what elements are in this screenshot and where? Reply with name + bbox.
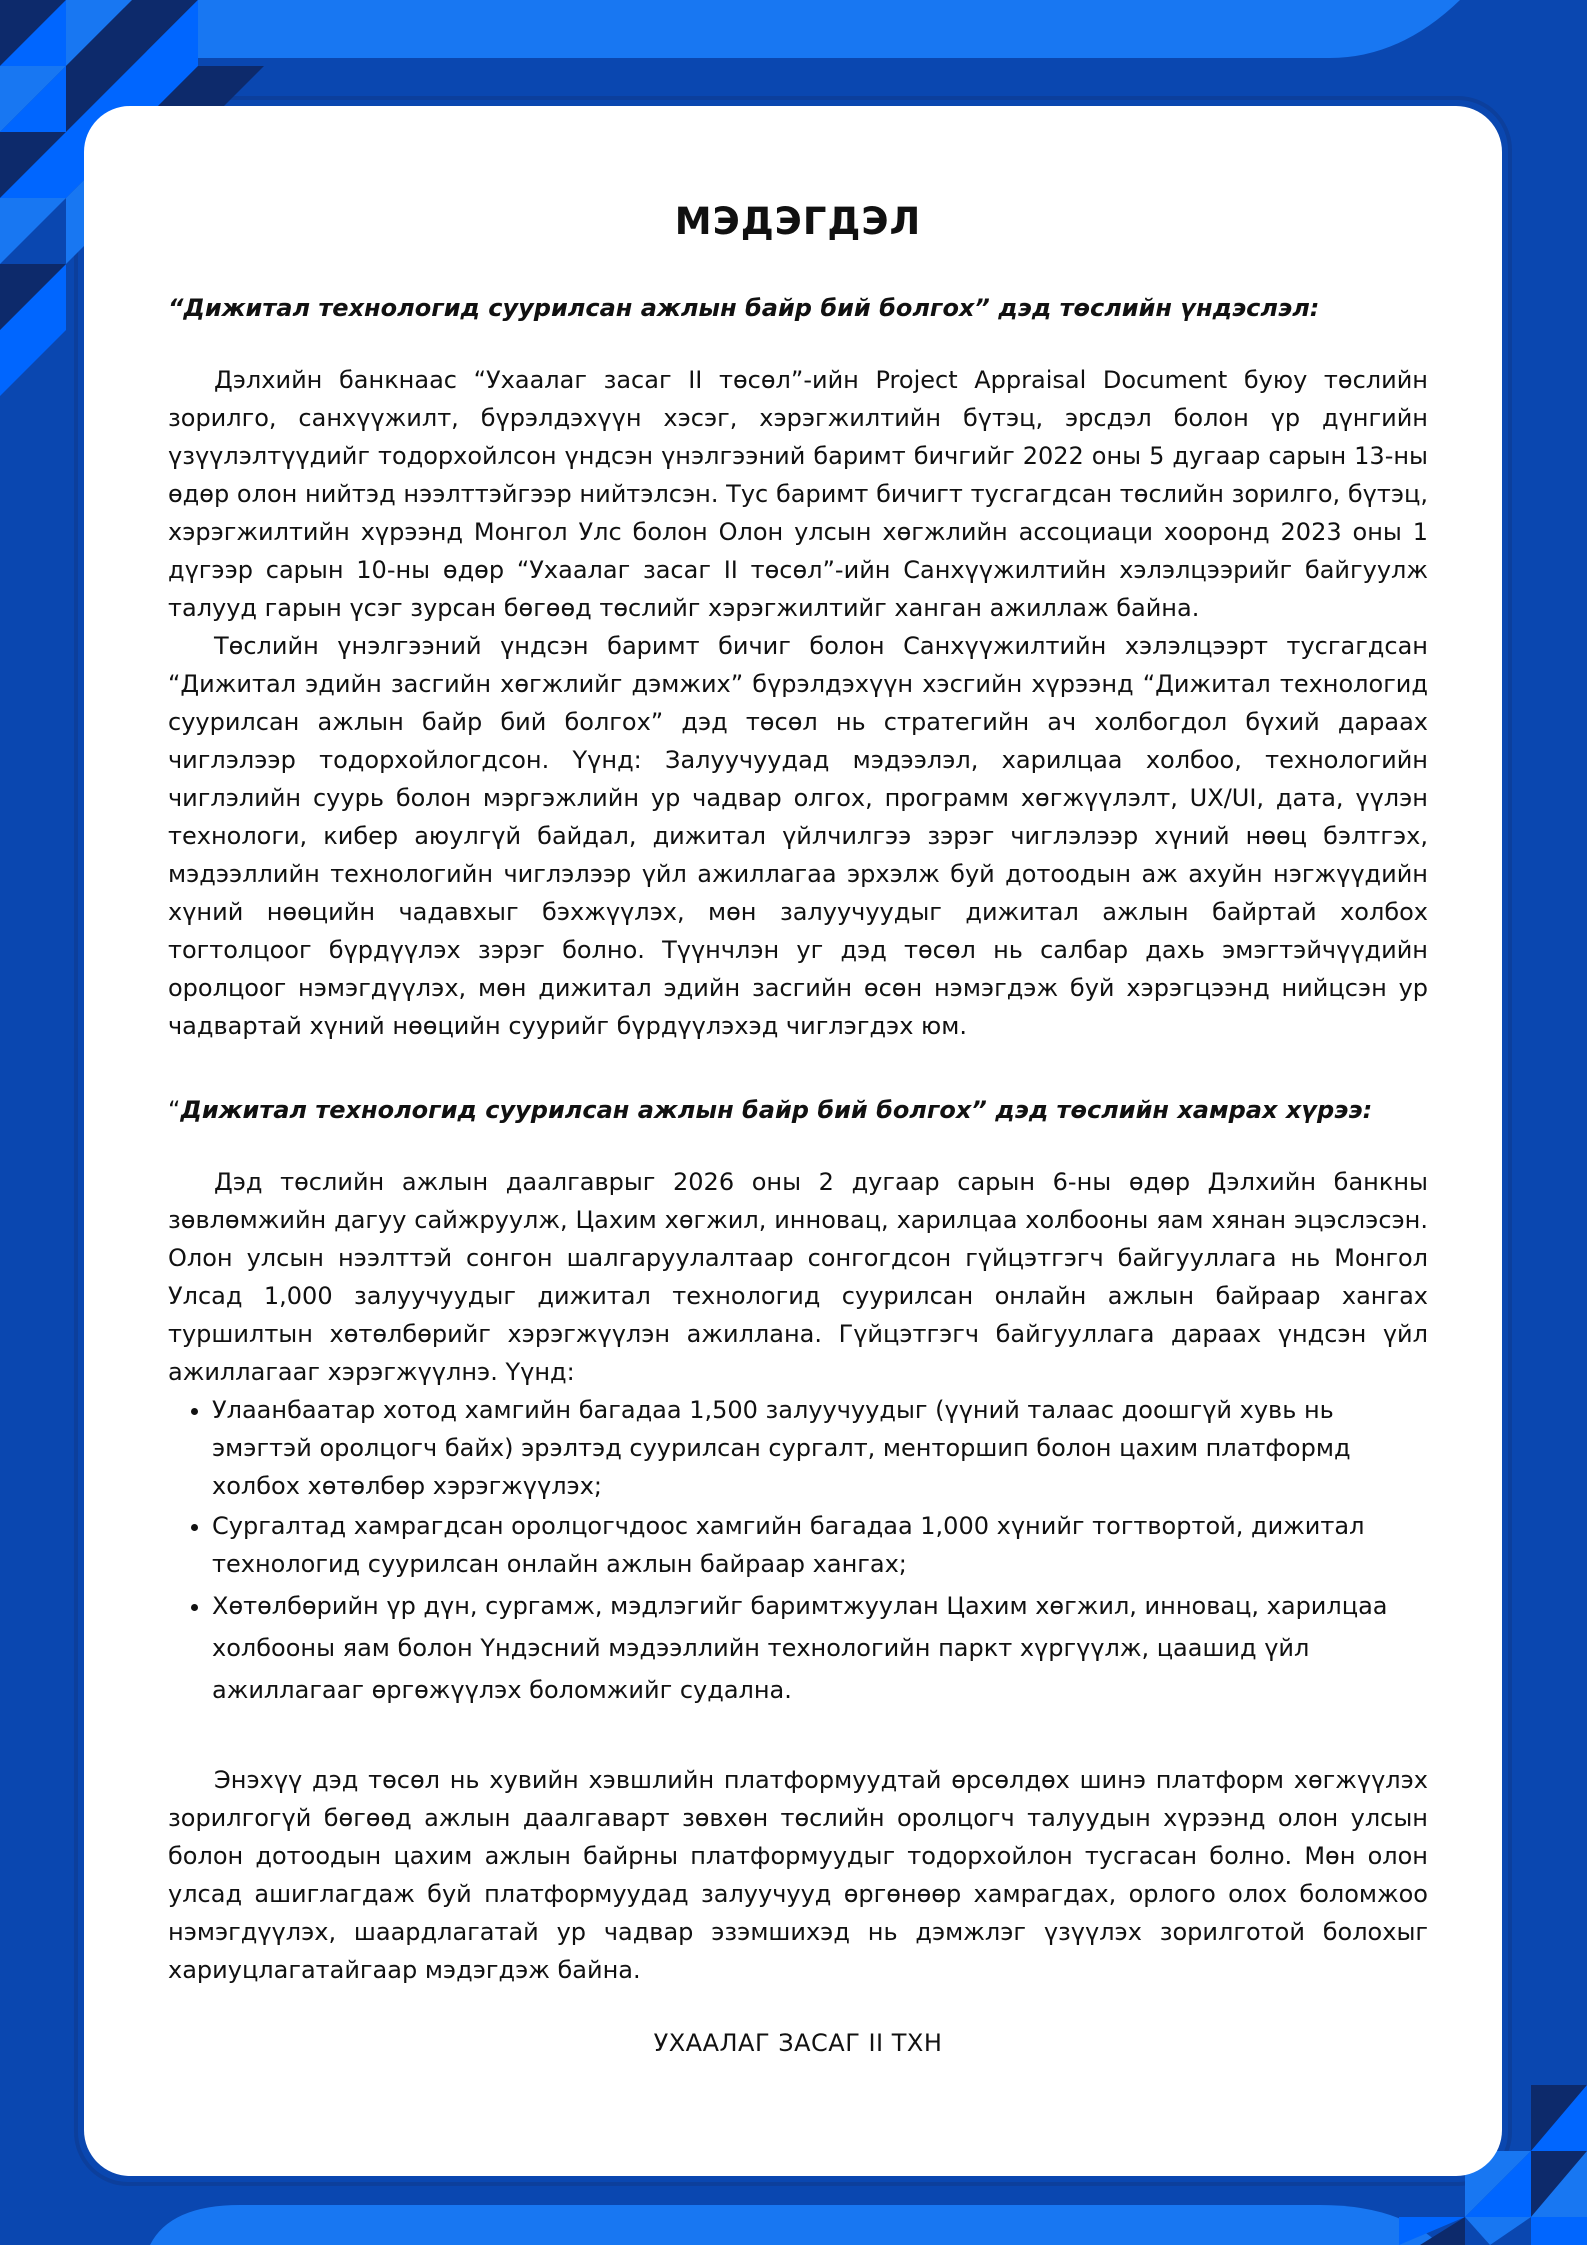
- paragraph: Дэд төслийн ажлын даалгаврыг 2026 оны 2 дугаар сарын 6-ны өдөр Дэлхийн банкны зөвлөмжийн дагуу сайжруулж, Цахим хөгжил, инновац, харилцаа холбооны яам хянан эцэслэсэн. Олон улсын нээлттэй сонгон шалгаруулалтаар сонгогдсон гүйцэтгэгч байгууллага нь Монгол Улсад 1,000 залуучуудыг дижитал технологид суурилсан онлайн ажлын байраар хангах туршилтын хөтөлбөрийг хэрэгжүүлэн ажиллана. Гүйцэтгэгч байгууллага дараах үндсэн үйл ажиллагааг хэрэгжүүлнэ. Үүнд:: [168, 1168, 1428, 1386]
- heading-text: Дижитал технологид суурилсан ажлын байр бий болгох” дэд төслийн хамрах хүрээ:: [180, 1096, 1373, 1124]
- bottom-light-band: [150, 2205, 1440, 2245]
- top-light-band: [120, 0, 1460, 58]
- document-title: МЭДЭГДЭЛ: [674, 200, 922, 243]
- section-heading-scope: [168, 1093, 1428, 1127]
- paragraph: Дэлхийн банкнаас “Ухаалаг засаг II төсөл”-ийн Project Appraisal Document буюу төслийн зорилго, санхүүжилт, бүрэлдэхүүн хэсэг, хэрэгжилтийн бүтэц, эрсдэл болон үр дүнгийн үзүүлэлтүүдийг тодорхойлсон үндсэн үнэлгээний баримт бичгийг 2022 оны 5 дугаар сарын 13-ны өдөр олон нийтэд нээлттэйгээр нийтэлсэн. Тус баримт бичигт тусгагдсан төслийн зорилго, бүтэц, хэрэгжилтийн хүрээнд Монгол Улс болон Олон улсын хөгжлийн ассоциаци хооронд 2023 оны 1 дүгээр сарын 10-ны өдөр “Ухаалаг засаг II төсөл”-ийн Санхүүжилтийн хэлэлцээрийг байгуулж талууд гарын үсэг зурсан бөгөөд төслийг хэрэгжилтийг ханган ажиллаж байна.: [168, 366, 1428, 622]
- signature: УХААЛАГ ЗАСАГ II ТХН: [653, 2029, 943, 2057]
- list-item: • Хөтөлбөрийн үр дүн, сургамж, мэдлэгийг баримтжуулан Цахим хөгжил, инновац, харилцаа холбооны яам болон Үндэсний мэдээллийн технологийн паркт хүргүүлж, цаашид үйл ажиллагааг өргөжүүлэх боломжийг судална.: [212, 1585, 1428, 1711]
- heading-quote-mark: “: [168, 1096, 181, 1124]
- list-item: • Сургалтад хамрагдсан оролцогчдоос хамгийн багадаа 1,000 хүнийг тогтвортой, дижитал технологид суурилсан онлайн ажлын байраар хангах;: [212, 1507, 1428, 1583]
- section-heading-rationale: “Дижитал технологид суурилсан ажлын байр бий болгох” дэд төслийн үндэслэл:: [168, 294, 1320, 322]
- list-item: • Улаанбаатар хотод хамгийн багадаа 1,500 залуучуудыг (үүний талаас доошгүй хувь нь эмэгтэй оролцогч байх) эрэлтэд суурилсан сургалт, менторшип болон цахим платформд холбох хөтөлбөр хэрэгжүүлэх;: [212, 1391, 1428, 1505]
- document-content: [168, 200, 1428, 2057]
- activity-list: [168, 1391, 1428, 1711]
- paragraph: Төслийн үнэлгээний үндсэн баримт бичиг болон Санхүүжилтийн хэлэлцээрт тусгагдсан “Дижитал эдийн засгийн хөгжлийг дэмжих” бүрэлдэхүүн хэсгийн хүрээнд “Дижитал технологид суурилсан ажлын байр бий болгох” дэд төсөл нь стратегийн ач холбогдол бүхий дараах чиглэлээр тодорхойлогдсон. Үүнд: Залуучуудад мэдээлэл, харилцаа холбоо, технологийн чиглэлийн суурь болон мэргэжлийн ур чадвар олгох, программ хөгжүүлэлт, UX/UI, дата, үүлэн технологи, кибер аюулгүй байдал, дижитал үйлчилгээ зэрэг чиглэлээр хүний нөөц бэлтгэх, мэдээллийн технологийн чиглэлээр үйл ажиллагаа эрхэлж буй дотоодын аж ахуйн нэгжүүдийн хүний нөөцийн чадавхыг бэхжүүлэх, мөн залуучуудыг дижитал ажлын байртай холбох тогтолцоог бүрдүүлэх зэрэг болно. Түүнчлэн уг дэд төсөл нь салбар дахь эмэгтэйчүүдийн оролцоог нэмэгдүүлэх, мөн дижитал эдийн засгийн өсөн нэмэгдэж буй хэрэгцээнд нийцсэн ур чадвартай хүний нөөцийн суурийг бүрдүүлэхэд чиглэгдэх юм.: [168, 632, 1428, 1040]
- paragraph: Энэхүү дэд төсөл нь хувийн хэвшлийн платформуудтай өрсөлдөх шинэ платформ хөгжүүлэх зорилгогүй бөгөөд ажлын даалгаварт зөвхөн төслийн оролцогч талуудын хүрээнд олон улсын болон дотоодын цахим ажлын байрны платформуудыг тодорхойлон тусгасан болно. Мөн олон улсад ашиглагдаж буй платформуудад залуучууд өргөнөөр хамрагдах, орлого олох боломжоо нэмэгдүүлэх, шаардлагатай ур чадвар эзэмшихэд нь дэмжлэг үзүүлэх зорилготой болохыг хариуцлагатайгаар мэдэгдэж байна.: [168, 1766, 1428, 1984]
